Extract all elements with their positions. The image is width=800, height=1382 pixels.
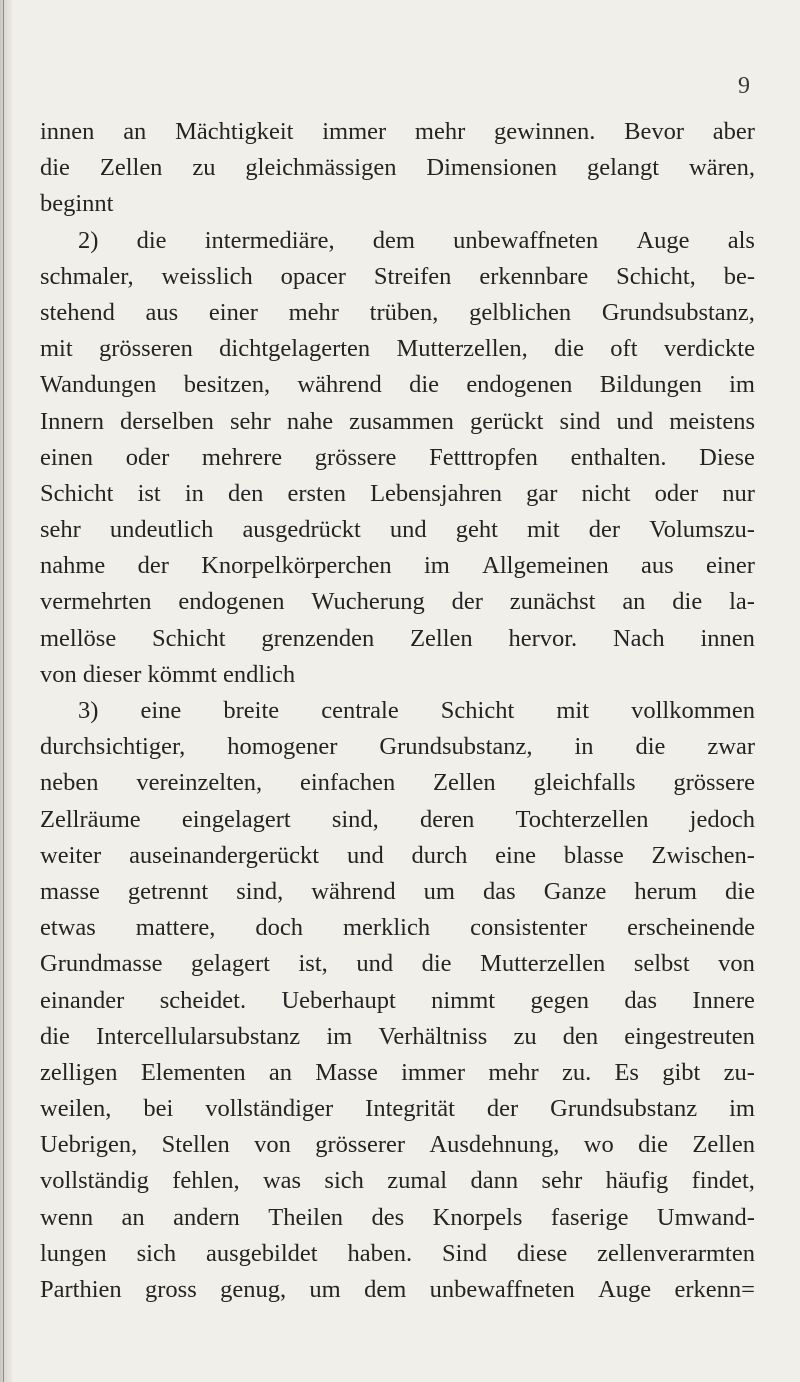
- text-line: Uebrigen, Stellen von grösserer Ausdehnung, wo die Zellen: [40, 1131, 755, 1159]
- text-line: von dieser kömmt endlich: [40, 660, 296, 688]
- text-line: nahme der Knorpelkörperchen im Allgemeinen aus einer: [40, 552, 755, 580]
- text-line: innen an Mächtigkeit immer mehr gewinnen. Bevor aber: [40, 118, 755, 145]
- text-line: 2) die intermediäre, dem unbewaffneten Auge als: [78, 226, 755, 254]
- text-line: vermehrten endogenen Wucherung der zunächst an die la-: [40, 588, 755, 616]
- text-line: wenn an andern Theilen des Knorpels faserige Umwand-: [40, 1203, 755, 1231]
- text-line: mit grösseren dichtgelagerten Mutterzellen, die oft verdickte: [40, 335, 755, 363]
- text-line: Schicht ist in den ersten Lebensjahren gar nicht oder nur: [40, 479, 755, 507]
- page-binding-line: [3, 0, 4, 1382]
- text-line: einander scheidet. Ueberhaupt nimmt gegen das Innere: [40, 986, 755, 1014]
- text-line: Zellräume eingelagert sind, deren Tochterzellen jedoch: [40, 805, 755, 833]
- page-number: 9: [738, 73, 750, 99]
- text-line: beginnt: [40, 190, 114, 218]
- text-line: Grundmasse gelagert ist, und die Mutterzellen selbst von: [40, 950, 755, 978]
- text-line: zelligen Elementen an Masse immer mehr zu. Es gibt zu-: [40, 1058, 755, 1086]
- text-line: 3) eine breite centrale Schicht mit vollkommen: [78, 697, 755, 724]
- text-line: mellöse Schicht grenzenden Zellen hervor. Nach innen: [40, 624, 755, 652]
- text-line: stehend aus einer mehr trüben, gelblichen Grundsubstanz,: [40, 298, 755, 326]
- text-line: durchsichtiger, homogener Grundsubstanz, in die zwar: [40, 733, 755, 761]
- text-line: die Zellen zu gleichmässigen Dimensionen gelangt wären,: [40, 154, 755, 182]
- text-line: Parthien gross genug, um dem unbewaffneten Auge erkenn=: [40, 1276, 755, 1303]
- text-line: einen oder mehrere grössere Fetttropfen enthalten. Diese: [40, 443, 755, 471]
- text-line: weilen, bei vollständiger Integrität der Grundsubstanz im: [40, 1095, 755, 1123]
- text-line: neben vereinzelten, einfachen Zellen gleichfalls grössere: [40, 769, 755, 797]
- body-text: [40, 114, 755, 1308]
- text-line: weiter auseinandergerückt und durch eine blasse Zwischen-: [40, 841, 755, 869]
- text-line: lungen sich ausgebildet haben. Sind diese zellenverarmten: [40, 1239, 755, 1267]
- text-line: Innern derselben sehr nahe zusammen gerückt sind und meistens: [40, 407, 755, 435]
- text-line: etwas mattere, doch merklich consistenter erscheinende: [40, 914, 755, 942]
- text-line: schmaler, weisslich opacer Streifen erkennbare Schicht, be-: [40, 262, 755, 290]
- page-binding-edge: [0, 0, 12, 1382]
- text-line: die Intercellularsubstanz im Verhältniss zu den eingestreuten: [40, 1022, 755, 1050]
- text-line: sehr undeutlich ausgedrückt und geht mit der Volumszu-: [40, 516, 755, 544]
- text-line: Wandungen besitzen, während die endogenen Bildungen im: [40, 371, 755, 399]
- text-line: vollständig fehlen, was sich zumal dann sehr häufig findet,: [40, 1167, 755, 1195]
- text-line: masse getrennt sind, während um das Ganze herum die: [40, 877, 755, 905]
